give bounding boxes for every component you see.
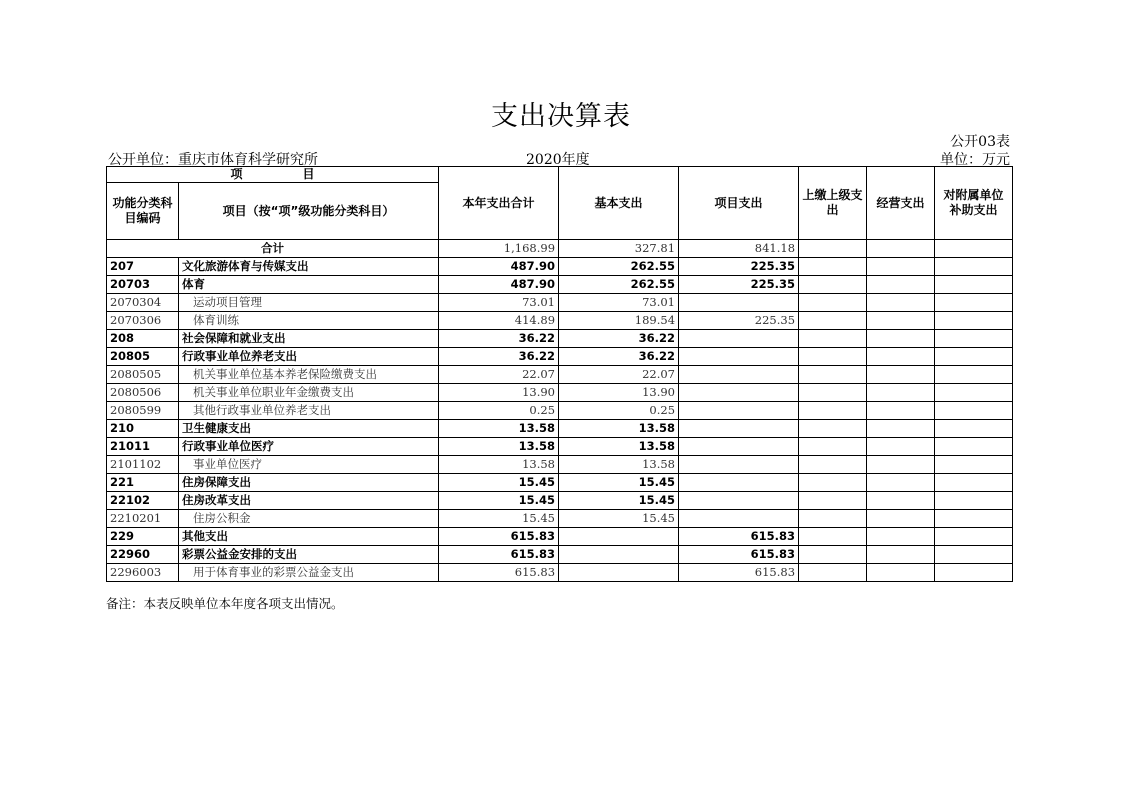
row-project (679, 348, 799, 366)
row-code: 2101102 (107, 456, 179, 474)
table-row (107, 366, 1013, 384)
row-subsidy (935, 546, 1013, 564)
row-subsidy (935, 348, 1013, 366)
table-row (107, 546, 1013, 564)
row-name: 运动项目管理 (179, 294, 439, 312)
row-code: 20805 (107, 348, 179, 366)
row-subsidy (935, 492, 1013, 510)
table-row (107, 402, 1013, 420)
row-total: 73.01 (439, 294, 559, 312)
row-business (867, 420, 935, 438)
row-name: 社会保障和就业支出 (179, 330, 439, 348)
header-name: 项目（按“项”级功能分类科目） (179, 183, 439, 240)
row-name: 事业单位医疗 (179, 456, 439, 474)
table-row (107, 438, 1013, 456)
row-code: 208 (107, 330, 179, 348)
row-basic (559, 528, 679, 546)
row-subsidy (935, 528, 1013, 546)
row-subsidy (935, 312, 1013, 330)
row-basic: 15.45 (559, 492, 679, 510)
row-subsidy (935, 366, 1013, 384)
header-subsidy: 对附属单位补助支出 (935, 167, 1013, 240)
row-code: 22960 (107, 546, 179, 564)
header-total: 本年支出合计 (439, 167, 559, 240)
row-project (679, 474, 799, 492)
row-code: 229 (107, 528, 179, 546)
total-business (867, 240, 935, 258)
reporting-unit: 公开单位：重庆市体育科学研究所 (108, 152, 318, 168)
row-code: 2296003 (107, 564, 179, 582)
row-basic: 15.45 (559, 510, 679, 528)
header-project: 项目支出 (679, 167, 799, 240)
row-total: 13.58 (439, 456, 559, 474)
row-project (679, 510, 799, 528)
row-name: 用于体育事业的彩票公益金支出 (179, 564, 439, 582)
row-total: 615.83 (439, 528, 559, 546)
row-total: 22.07 (439, 366, 559, 384)
row-business (867, 330, 935, 348)
header-upper: 上缴上级支出 (799, 167, 867, 240)
row-business (867, 348, 935, 366)
row-business (867, 276, 935, 294)
row-upper (799, 258, 867, 276)
row-upper (799, 474, 867, 492)
row-upper (799, 456, 867, 474)
header-basic: 基本支出 (559, 167, 679, 240)
row-subsidy (935, 456, 1013, 474)
row-basic: 262.55 (559, 276, 679, 294)
row-total: 15.45 (439, 510, 559, 528)
row-total: 15.45 (439, 492, 559, 510)
total-label: 合计 (107, 240, 439, 258)
row-project (679, 366, 799, 384)
row-name: 卫生健康支出 (179, 420, 439, 438)
row-code: 207 (107, 258, 179, 276)
row-subsidy (935, 276, 1013, 294)
row-project (679, 402, 799, 420)
row-subsidy (935, 474, 1013, 492)
footnote: 备注：本表反映单位本年度各项支出情况。 (106, 596, 344, 611)
row-total: 487.90 (439, 276, 559, 294)
row-name: 住房改革支出 (179, 492, 439, 510)
header-code: 功能分类科目编码 (107, 183, 179, 240)
total-sum: 1,168.99 (439, 240, 559, 258)
row-upper (799, 420, 867, 438)
form-number: 公开03表 (950, 134, 1010, 150)
row-code: 2070306 (107, 312, 179, 330)
row-project: 225.35 (679, 276, 799, 294)
row-code: 210 (107, 420, 179, 438)
row-code: 2080599 (107, 402, 179, 420)
row-project: 615.83 (679, 564, 799, 582)
row-name: 其他行政事业单位养老支出 (179, 402, 439, 420)
row-basic: 73.01 (559, 294, 679, 312)
row-basic: 15.45 (559, 474, 679, 492)
total-subsidy (935, 240, 1013, 258)
row-project (679, 384, 799, 402)
row-basic: 13.58 (559, 438, 679, 456)
row-business (867, 294, 935, 312)
row-total: 36.22 (439, 330, 559, 348)
row-upper (799, 330, 867, 348)
table-row (107, 528, 1013, 546)
amount-unit: 单位：万元 (940, 152, 1010, 168)
row-project (679, 438, 799, 456)
total-project: 841.18 (679, 240, 799, 258)
row-subsidy (935, 402, 1013, 420)
row-upper (799, 294, 867, 312)
row-subsidy (935, 420, 1013, 438)
table-row (107, 510, 1013, 528)
row-code: 2080505 (107, 366, 179, 384)
header-item-group: 项 目 (107, 167, 439, 183)
row-basic: 13.58 (559, 456, 679, 474)
row-total: 615.83 (439, 546, 559, 564)
table-row (107, 420, 1013, 438)
row-business (867, 546, 935, 564)
table-row (107, 564, 1013, 582)
row-total: 487.90 (439, 258, 559, 276)
table-row (107, 492, 1013, 510)
row-upper (799, 276, 867, 294)
total-upper (799, 240, 867, 258)
row-name: 行政事业单位养老支出 (179, 348, 439, 366)
row-code: 21011 (107, 438, 179, 456)
table-row (107, 474, 1013, 492)
expenditure-table (106, 166, 1013, 582)
row-upper (799, 384, 867, 402)
row-basic: 189.54 (559, 312, 679, 330)
total-row (107, 240, 1013, 258)
row-name: 其他支出 (179, 528, 439, 546)
row-total: 13.58 (439, 438, 559, 456)
row-code: 22102 (107, 492, 179, 510)
row-upper (799, 546, 867, 564)
row-business (867, 384, 935, 402)
header-business: 经营支出 (867, 167, 935, 240)
row-project: 615.83 (679, 546, 799, 564)
row-business (867, 510, 935, 528)
row-basic: 36.22 (559, 348, 679, 366)
row-name: 彩票公益金安排的支出 (179, 546, 439, 564)
table-row (107, 258, 1013, 276)
row-code: 20703 (107, 276, 179, 294)
row-basic: 36.22 (559, 330, 679, 348)
row-business (867, 402, 935, 420)
row-basic: 0.25 (559, 402, 679, 420)
row-name: 体育训练 (179, 312, 439, 330)
row-project (679, 420, 799, 438)
table-row (107, 276, 1013, 294)
row-name: 体育 (179, 276, 439, 294)
row-business (867, 258, 935, 276)
row-basic: 262.55 (559, 258, 679, 276)
row-business (867, 564, 935, 582)
table-row (107, 348, 1013, 366)
row-code: 221 (107, 474, 179, 492)
row-project (679, 456, 799, 474)
fiscal-year: 2020年度 (526, 152, 590, 168)
row-upper (799, 492, 867, 510)
row-total: 615.83 (439, 564, 559, 582)
page-title: 支出决算表 (491, 101, 631, 132)
row-project (679, 294, 799, 312)
row-business (867, 366, 935, 384)
row-code: 2070304 (107, 294, 179, 312)
row-total: 15.45 (439, 474, 559, 492)
row-code: 2210201 (107, 510, 179, 528)
row-basic: 13.58 (559, 420, 679, 438)
row-name: 行政事业单位医疗 (179, 438, 439, 456)
row-upper (799, 348, 867, 366)
row-basic (559, 546, 679, 564)
row-name: 住房保障支出 (179, 474, 439, 492)
row-basic: 22.07 (559, 366, 679, 384)
row-business (867, 456, 935, 474)
table-row (107, 456, 1013, 474)
row-upper (799, 564, 867, 582)
row-total: 13.90 (439, 384, 559, 402)
table-row (107, 312, 1013, 330)
row-name: 住房公积金 (179, 510, 439, 528)
row-subsidy (935, 564, 1013, 582)
row-total: 36.22 (439, 348, 559, 366)
row-upper (799, 312, 867, 330)
table-row (107, 294, 1013, 312)
row-project: 225.35 (679, 312, 799, 330)
row-subsidy (935, 438, 1013, 456)
row-subsidy (935, 510, 1013, 528)
row-subsidy (935, 384, 1013, 402)
row-subsidy (935, 258, 1013, 276)
row-project: 225.35 (679, 258, 799, 276)
row-business (867, 312, 935, 330)
row-upper (799, 366, 867, 384)
row-name: 机关事业单位职业年金缴费支出 (179, 384, 439, 402)
table-row (107, 330, 1013, 348)
row-code: 2080506 (107, 384, 179, 402)
row-business (867, 528, 935, 546)
row-total: 13.58 (439, 420, 559, 438)
row-upper (799, 510, 867, 528)
row-project: 615.83 (679, 528, 799, 546)
row-basic (559, 564, 679, 582)
row-name: 文化旅游体育与传媒支出 (179, 258, 439, 276)
row-business (867, 492, 935, 510)
row-basic: 13.90 (559, 384, 679, 402)
row-subsidy (935, 294, 1013, 312)
row-upper (799, 438, 867, 456)
row-project (679, 492, 799, 510)
total-basic: 327.81 (559, 240, 679, 258)
row-total: 414.89 (439, 312, 559, 330)
row-business (867, 438, 935, 456)
row-upper (799, 528, 867, 546)
table-row (107, 384, 1013, 402)
row-name: 机关事业单位基本养老保险缴费支出 (179, 366, 439, 384)
row-upper (799, 402, 867, 420)
row-project (679, 330, 799, 348)
row-subsidy (935, 330, 1013, 348)
row-total: 0.25 (439, 402, 559, 420)
row-business (867, 474, 935, 492)
